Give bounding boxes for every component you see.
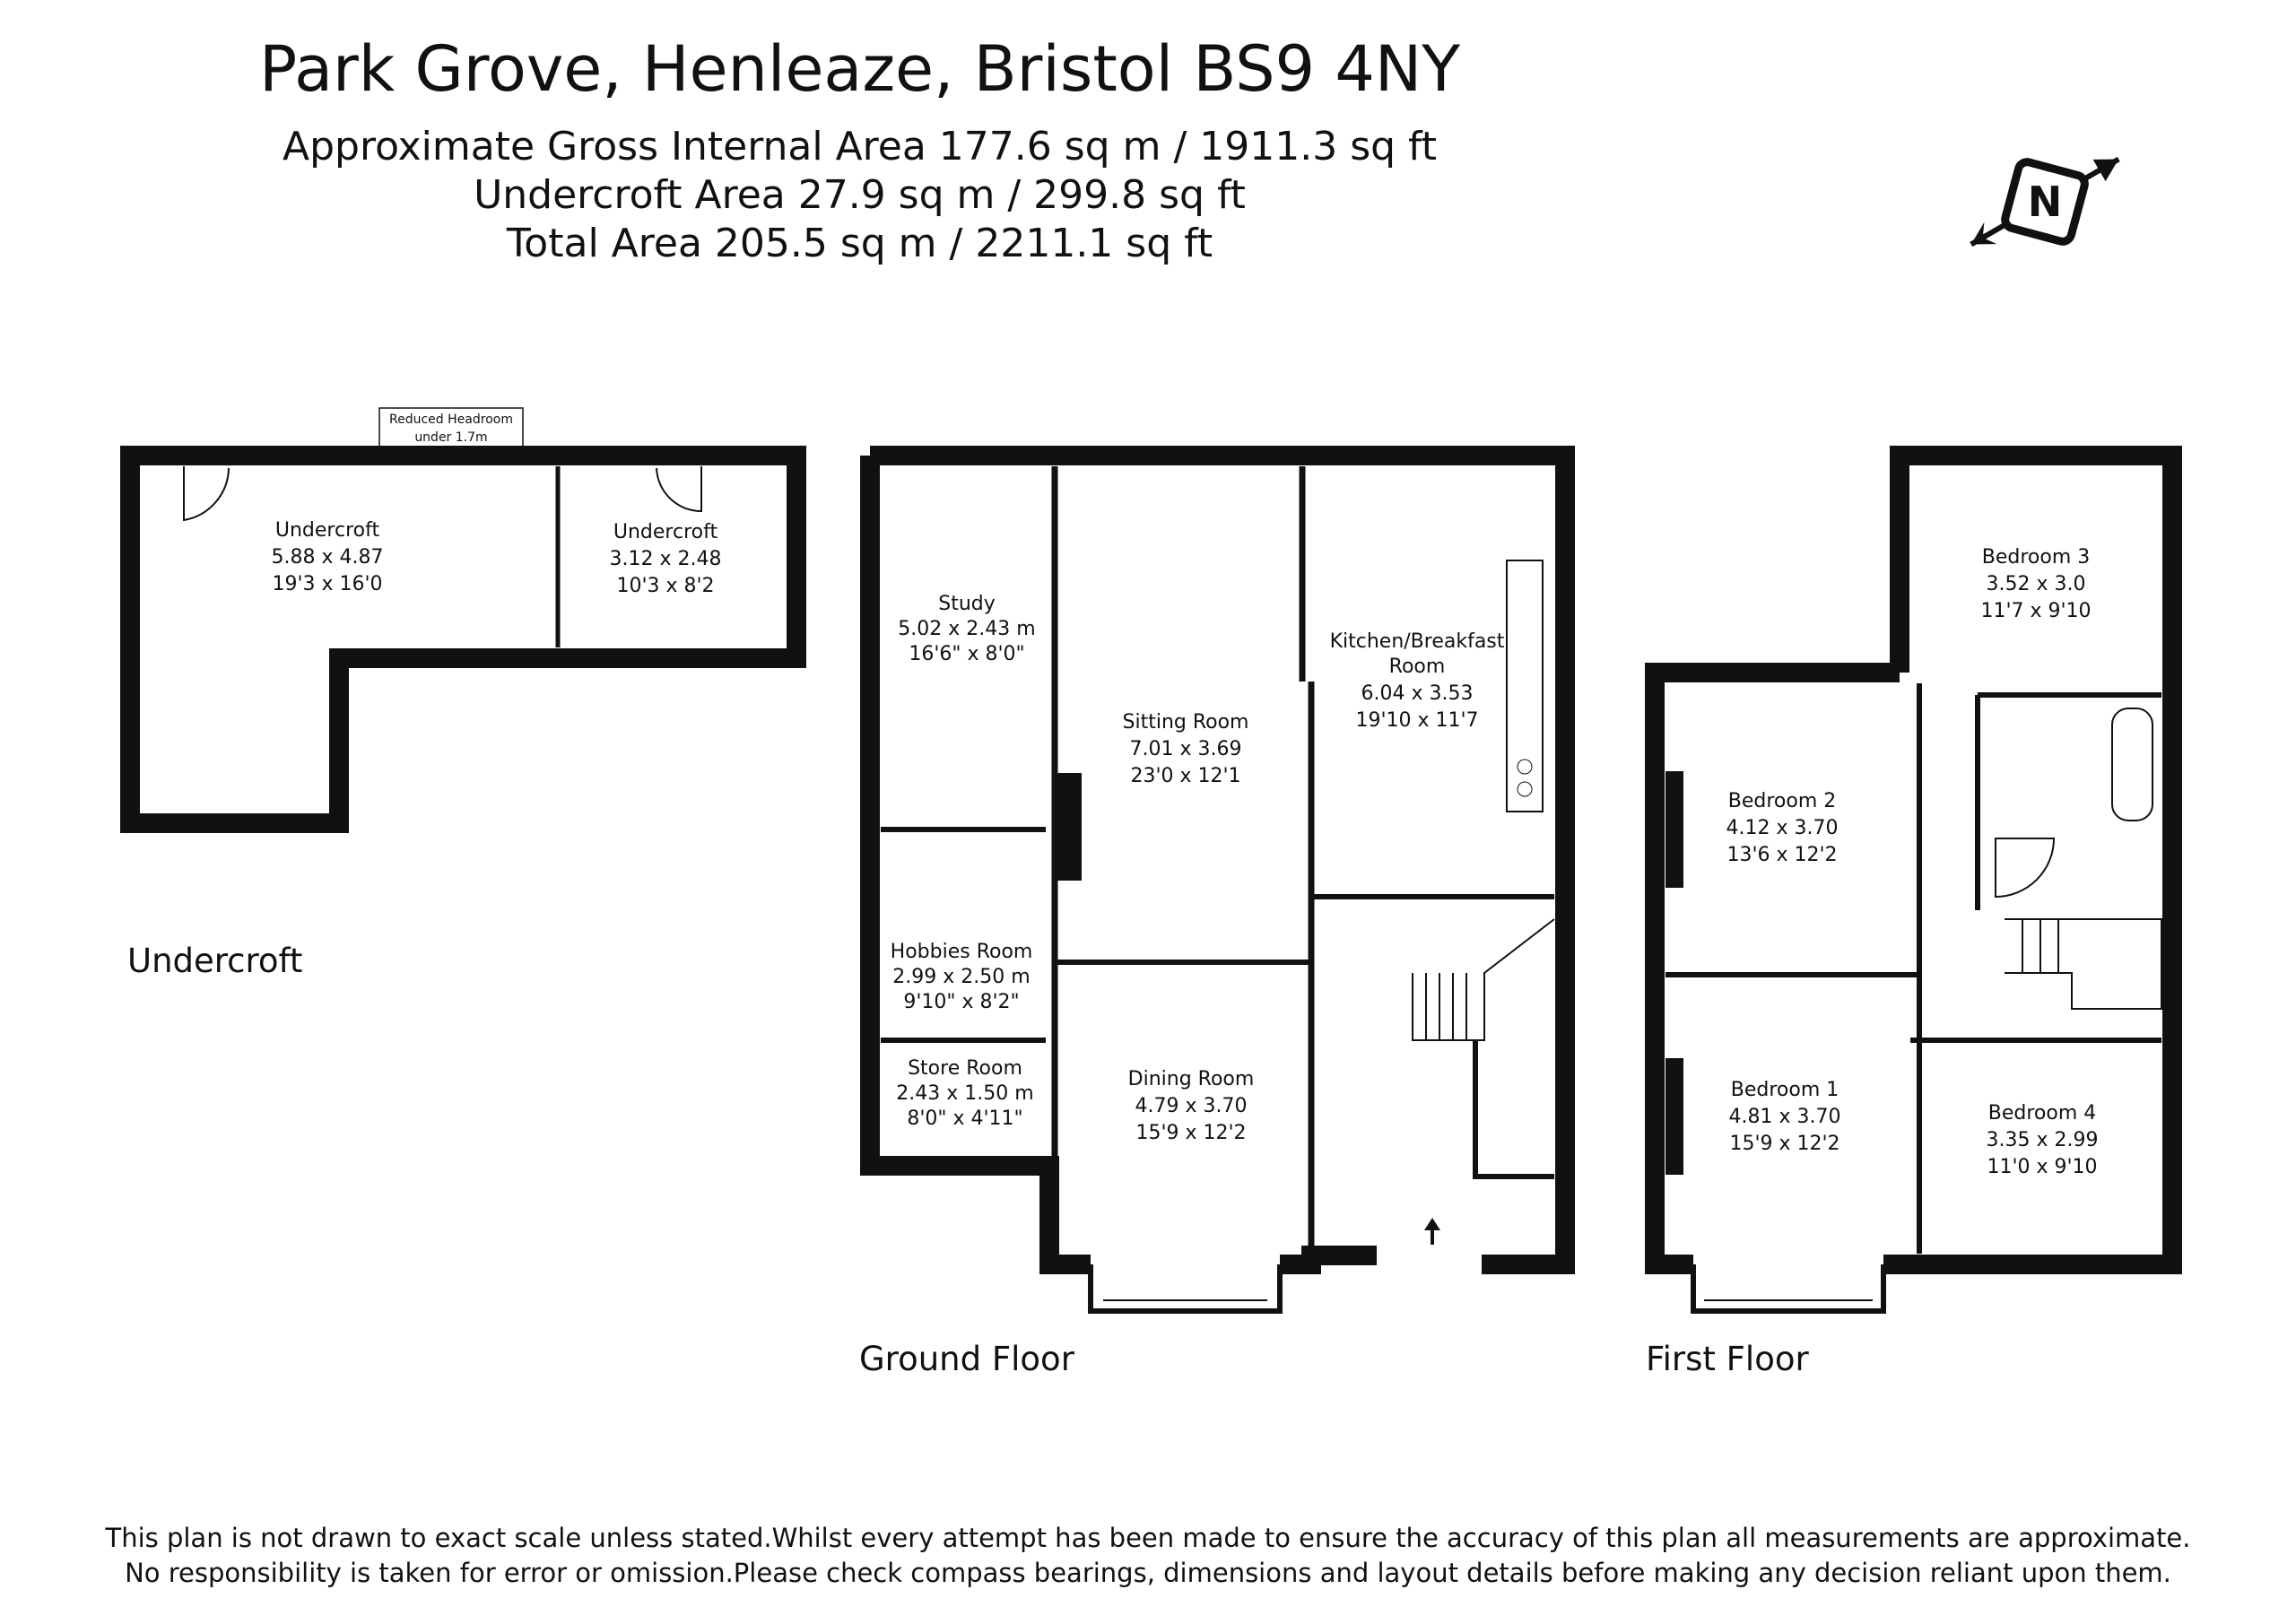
compass-letter: N [2027, 178, 2063, 226]
kitchen-name: Kitchen/Breakfast [1329, 630, 1505, 653]
ground-floor-label: Ground Floor [859, 1340, 1074, 1378]
ground-bay-window [1091, 1264, 1280, 1311]
ground-floor-plan [859, 456, 1565, 1378]
undercroft-2-name: Undercroft [613, 521, 718, 543]
bedroom-3-name: Bedroom 3 [1981, 546, 2091, 569]
sitting-room-name: Sitting Room [1122, 711, 1249, 734]
total-area: Total Area 205.5 sq m / 2211.1 sq ft [506, 221, 1213, 266]
bedroom-4-name: Bedroom 4 [1987, 1102, 2097, 1125]
first-floor-plan [1646, 456, 2172, 1378]
undercroft-area: Undercroft Area 27.9 sq m / 299.8 sq ft [474, 172, 1246, 218]
study-name: Study [938, 593, 996, 615]
property-title: Park Grove, Henleaze, Bristol BS9 4NY [259, 32, 1460, 106]
undercroft-1-name: Undercroft [274, 519, 380, 542]
undercroft-door-1 [184, 466, 229, 520]
undercroft-door-2 [657, 466, 701, 511]
sitting-room-metric: 7.01 x 3.69 [1129, 738, 1242, 760]
disclaimer-line-1: This plan is not drawn to exact scale unless stated.Whilst every attempt has been made to ensure the accuracy of this plan all measurements are approximate. [105, 1523, 2191, 1553]
bedroom-2-imperial: 13'6 x 12'2 [1726, 844, 1838, 866]
kitchen-metric: 6.04 x 3.53 [1361, 682, 1474, 705]
first-floor-label: First Floor [1646, 1340, 1809, 1378]
hobbies-room-name: Hobbies Room [890, 941, 1033, 963]
store-room-name: Store Room [908, 1057, 1022, 1080]
kitchen-imperial: 19'10 x 11'7 [1355, 709, 1479, 732]
sitting-room-imperial: 23'0 x 12'1 [1130, 765, 1241, 787]
kitchen-name-2: Room [1388, 656, 1446, 678]
undercroft-plan [127, 408, 796, 980]
bedroom-1-name: Bedroom 1 [1730, 1079, 1839, 1101]
bedroom-2-metric: 4.12 x 3.70 [1726, 817, 1839, 839]
dining-room-name: Dining Room [1127, 1068, 1255, 1090]
undercroft-2-imperial: 10'3 x 8'2 [616, 575, 715, 597]
bedroom-1-imperial: 15'9 x 12'2 [1729, 1133, 1840, 1155]
hobbies-room-metric: 2.99 x 2.50 m [892, 966, 1031, 988]
study-imperial: 16'6" x 8'0" [909, 643, 1025, 665]
first-outer-wall-left [1655, 673, 1900, 1264]
store-room-imperial: 8'0" x 4'11" [907, 1107, 1023, 1130]
first-stairs [2005, 919, 2161, 1009]
dining-room-metric: 4.79 x 3.70 [1135, 1095, 1248, 1117]
bedroom-3-metric: 3.52 x 3.0 [1986, 573, 2086, 595]
ground-outer-wall-front [1280, 1255, 1377, 1264]
bedroom-2-name: Bedroom 2 [1727, 790, 1837, 812]
first-bay-window [1693, 1264, 1883, 1311]
undercroft-1-imperial: 19'3 x 16'0 [272, 573, 383, 595]
ground-stairs [1413, 919, 1554, 1040]
hobbies-room-imperial: 9'10" x 8'2" [903, 991, 1020, 1013]
headroom-note-line1: Reduced Headroom [389, 413, 513, 427]
bedroom-4-metric: 3.35 x 2.99 [1986, 1129, 2099, 1151]
headroom-note-line2: under 1.7m [414, 430, 488, 445]
study-metric: 5.02 x 2.43 m [898, 618, 1036, 640]
bedroom-1-metric: 4.81 x 3.70 [1728, 1106, 1841, 1128]
bedroom-3-imperial: 11'7 x 9'10 [1980, 600, 2092, 622]
disclaimer-line-2: No responsibility is taken for error or omission.Please check compass bearings, dimensions and layout details before making any decision reliant upon them. [125, 1558, 2171, 1588]
undercroft-2-metric: 3.12 x 2.48 [609, 548, 722, 570]
undercroft-floor-label: Undercroft [127, 942, 303, 980]
bedroom-4-imperial: 11'0 x 9'10 [1987, 1156, 2098, 1178]
store-room-metric: 2.43 x 1.50 m [896, 1082, 1034, 1105]
undercroft-1-metric: 5.88 x 4.87 [271, 546, 384, 569]
dining-room-imperial: 15'9 x 12'2 [1135, 1122, 1247, 1144]
gross-internal-area: Approximate Gross Internal Area 177.6 sq m / 1911.3 sq ft [282, 124, 1438, 169]
